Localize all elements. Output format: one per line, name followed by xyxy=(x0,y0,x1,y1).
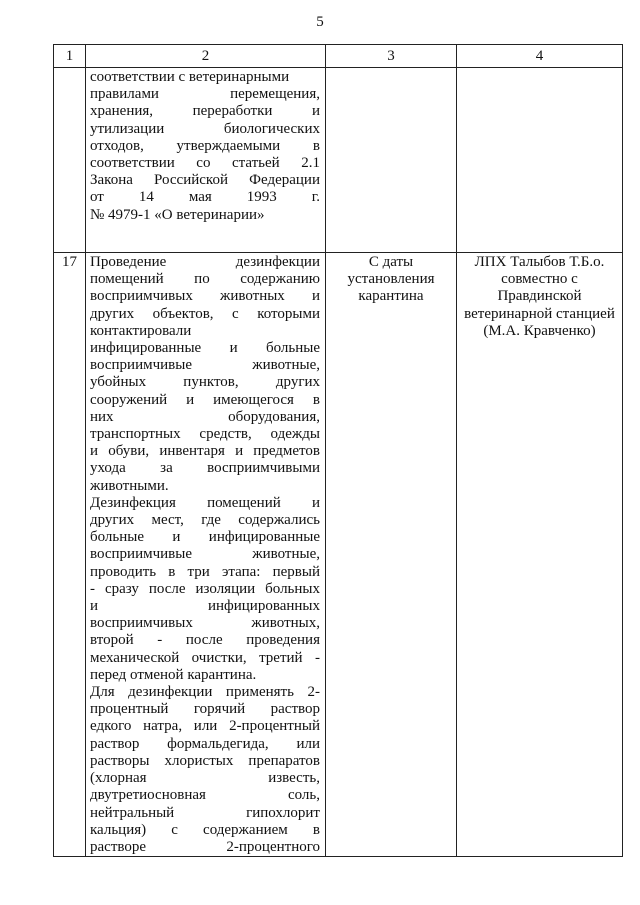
text-line: растворе 2-процентного xyxy=(90,838,320,855)
text-line: животными. xyxy=(90,477,169,494)
deadline-cell xyxy=(326,253,457,857)
text-line: растворы хлористых препаратов xyxy=(90,752,320,769)
text-line: утилизации биологических xyxy=(90,120,320,137)
text-line: Дезинфекция помещений и xyxy=(90,494,320,511)
text-line: помещений по содержанию xyxy=(90,271,320,288)
header-col-1: 1 xyxy=(54,45,86,68)
text-line: нейтральный гипохлорит xyxy=(90,804,320,821)
text-line: восприимчивые животные, xyxy=(90,546,320,563)
measure-text-cell xyxy=(86,253,326,857)
table-row-17 xyxy=(54,253,623,857)
text-line: второй - после проведения xyxy=(90,632,320,649)
text-line: других объектов, с которыми xyxy=(90,305,320,322)
text-line: процентный горячий раствор xyxy=(90,701,320,718)
text-line: двутретиосновная соль, xyxy=(90,787,320,804)
text-line: проводить в три этапа: первый xyxy=(90,563,320,580)
activities-table xyxy=(53,44,623,857)
text-line: восприимчивые животные, xyxy=(90,357,320,374)
header-col-2: 2 xyxy=(86,45,326,68)
table-row-continued xyxy=(54,68,623,253)
text-line: сооружений и имеющегося в xyxy=(90,391,320,408)
text-line: больные и инфицированные xyxy=(90,529,320,546)
text-line: и инфицированных xyxy=(90,598,320,615)
text-line: правилами перемещения, xyxy=(90,86,320,103)
responsible-cell xyxy=(457,68,623,253)
text-line: них оборудования, xyxy=(90,408,320,425)
text-line: инфицированные и больные xyxy=(90,340,320,357)
row-number-cell xyxy=(54,68,86,253)
text-line: от 14 мая 1993 г. xyxy=(90,189,320,206)
text-line: контактировали xyxy=(90,322,192,339)
measure-text-cell xyxy=(86,68,326,253)
header-col-4: 4 xyxy=(457,45,623,68)
text-line: Закона Российской Федерации xyxy=(90,172,320,189)
text-line: восприимчивых животных, xyxy=(90,615,320,632)
page-number: 5 xyxy=(316,14,324,30)
text-line: транспортных средств, одежды xyxy=(90,426,320,443)
responsible-line: Правдинской xyxy=(497,288,582,305)
deadline-line: С даты xyxy=(368,254,414,270)
text-line: ухода за восприимчивыми xyxy=(90,460,320,477)
text-line: раствор формальдегида, или xyxy=(90,735,320,752)
responsible-cell xyxy=(457,253,623,857)
text-line: едкого натра, или 2-процентный xyxy=(90,718,320,735)
text-line: (хлорная известь, xyxy=(90,770,320,787)
text-line: перед отменой карантина. xyxy=(90,666,257,683)
text-line: кальция) с содержанием в xyxy=(90,821,320,838)
text-line: других мест, где содержались xyxy=(90,512,320,529)
deadline-line: установления xyxy=(347,271,435,288)
text-line: механической очистки, третий - xyxy=(90,649,320,666)
text-line: соответствии со статьей 2.1 xyxy=(90,155,320,172)
text-line: и обуви, инвентаря и предметов xyxy=(90,443,320,460)
header-col-3: 3 xyxy=(326,45,457,68)
text-line: - сразу после изоляции больных xyxy=(90,580,320,597)
text-line: восприимчивых животных и xyxy=(90,288,320,305)
text-line: № 4979-1 «О ветеринарии» xyxy=(90,206,265,223)
row-number-cell: 17 xyxy=(54,253,86,857)
text-line: убойных пунктов, других xyxy=(90,374,320,391)
text-line: Для дезинфекции применять 2- xyxy=(90,684,320,701)
text-line: хранения, переработки и xyxy=(90,103,320,120)
deadline-cell xyxy=(326,68,457,253)
text-line: отходов, утверждаемыми в xyxy=(90,137,320,154)
deadline-line: карантина xyxy=(358,288,424,305)
text-line: соответствии с ветеринарными xyxy=(90,69,290,85)
responsible-line: ЛПХ Талыбов Т.Б.о. xyxy=(474,254,605,270)
text-line: Проведение дезинфекции xyxy=(90,254,320,270)
responsible-line: (М.А. Кравченко) xyxy=(483,322,596,339)
responsible-line: ветеринарной станцией xyxy=(464,305,615,322)
table-header-row xyxy=(54,45,623,68)
responsible-line: совместно с xyxy=(501,271,578,288)
